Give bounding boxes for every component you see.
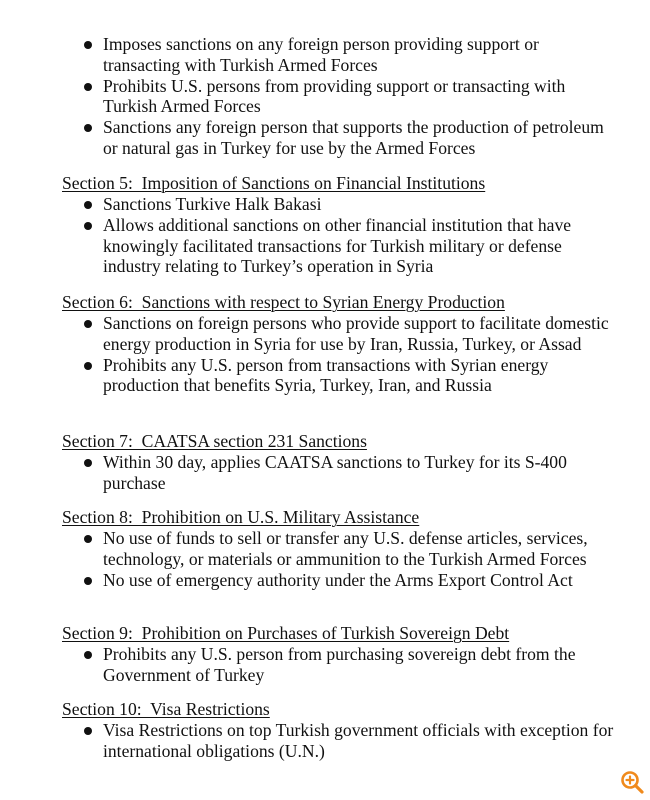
intro-bullet-list xyxy=(0,34,650,159)
section-heading: Section 10: Visa Restrictions xyxy=(62,699,270,719)
bullet-item: Imposes sanctions on any foreign person providing support or transacting with Turkish Armed Forces xyxy=(0,34,650,76)
bullet-item: Prohibits U.S. persons from providing support or transacting with Turkish Armed Forces xyxy=(0,76,650,118)
section-bullet-list xyxy=(0,194,650,277)
bullet-item: No use of emergency authority under the Arms Export Control Act xyxy=(0,570,650,591)
zoom-in-icon xyxy=(619,769,645,795)
section-bullet-list xyxy=(0,313,650,396)
bullet-item: Prohibits any U.S. person from purchasing sovereign debt from the Government of Turkey xyxy=(0,644,650,686)
section-bullet-list xyxy=(0,644,650,686)
section-6 xyxy=(0,292,650,396)
section-heading: Section 6: Sanctions with respect to Syrian Energy Production xyxy=(62,292,505,312)
bullet-item: No use of funds to sell or transfer any U.S. defense articles, services, technology, or materials or ammunition to the Turkish Armed Forces xyxy=(0,528,650,570)
section-9 xyxy=(0,623,650,686)
zoom-in-button[interactable] xyxy=(619,769,645,795)
section-heading: Section 8: Prohibition on U.S. Military Assistance xyxy=(62,507,420,527)
bullet-item: Sanctions any foreign person that supports the production of petroleum or natural gas in Turkey for use by the Armed Forces xyxy=(0,117,650,159)
bullet-item: Visa Restrictions on top Turkish government officials with exception for international obligations (U.N.) xyxy=(0,720,650,762)
section-7 xyxy=(0,431,650,494)
section-bullet-list xyxy=(0,528,650,590)
section-bullet-list xyxy=(0,452,650,494)
bullet-item: Sanctions Turkive Halk Bakasi xyxy=(0,194,650,215)
bullet-item: Allows additional sanctions on other financial institution that have knowingly facilitated transactions for Turkish military or defense industry relating to Turkey’s operation in Syria xyxy=(0,215,650,277)
section-heading: Section 7: CAATSA section 231 Sanctions xyxy=(62,431,367,451)
bullet-item: Sanctions on foreign persons who provide support to facilitate domestic energy production in Syria for use by Iran, Russia, Turkey, or Assad xyxy=(0,313,650,355)
section-8 xyxy=(0,507,650,590)
section-heading: Section 9: Prohibition on Purchases of Turkish Sovereign Debt xyxy=(62,623,510,643)
bullet-item: Prohibits any U.S. person from transactions with Syrian energy production that benefits Syria, Turkey, Iran, and Russia xyxy=(0,355,650,397)
section-bullet-list xyxy=(0,720,650,762)
intro-section xyxy=(0,34,650,159)
bullet-item: Within 30 day, applies CAATSA sanctions to Turkey for its S-400 purchase xyxy=(0,452,650,494)
section-heading: Section 5: Imposition of Sanctions on Financial Institutions xyxy=(62,173,486,193)
section-5 xyxy=(0,173,650,277)
section-10 xyxy=(0,699,650,762)
